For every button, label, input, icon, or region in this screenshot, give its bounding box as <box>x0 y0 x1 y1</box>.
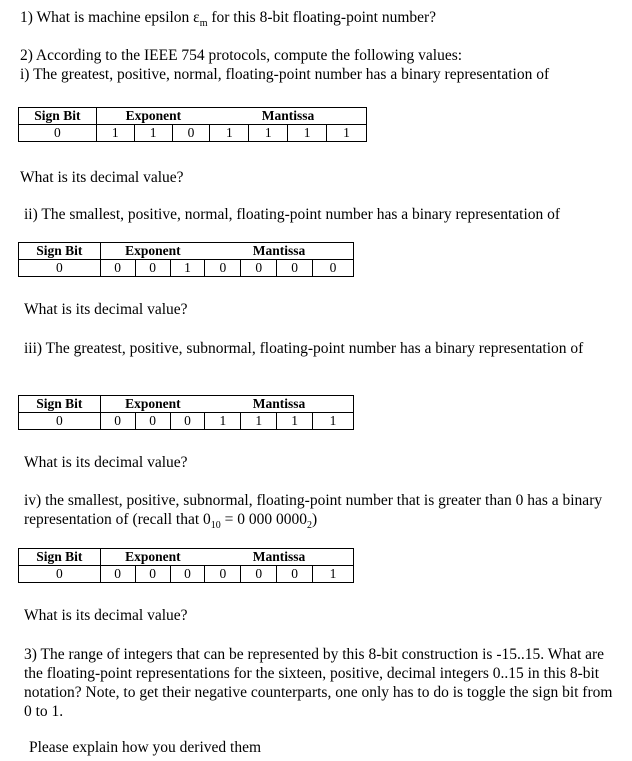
question-1: 1) What is machine epsilon $\varepsilon_m$ for this 8-bit floating-point number? <box>20 9 437 30</box>
exponent-bit-cell: 0 <box>100 566 135 583</box>
exponent-bit-cell: 0 <box>135 413 170 430</box>
exponent-header: Exponent <box>100 396 205 413</box>
mantissa-bit-cell: 1 <box>327 125 367 142</box>
exponent-bit-cell: 0 <box>135 566 170 583</box>
exponent-bit-cell: 0 <box>170 413 205 430</box>
mantissa-bit-cell: 0 <box>205 566 241 583</box>
question-3: 3) The range of integers that can be represented by this 8-bit construction is -15..15. What are the floating-point representations for the sixteen, positive, decimal integers 0..15 in this 8-bit notation? Note, to get their negative counterparts, one only has to do is toggle the sign bit from 0 to 1. <box>24 646 613 720</box>
mantissa-header: Mantissa <box>205 549 354 566</box>
sign-bit-header: Sign Bit <box>19 549 101 566</box>
mantissa-bit-cell: 0 <box>241 260 277 277</box>
binary-table-3 <box>18 395 354 430</box>
mantissa-bit-cell: 0 <box>205 260 241 277</box>
mantissa-header: Mantissa <box>205 243 354 260</box>
mantissa-bit-cell: 1 <box>249 125 288 142</box>
sign-bit-cell: 0 <box>19 566 101 583</box>
sign-bit-cell: 0 <box>19 413 101 430</box>
mantissa-bit-cell: 1 <box>241 413 277 430</box>
exponent-header: Exponent <box>100 549 205 566</box>
sign-bit-header: Sign Bit <box>19 108 97 125</box>
question-2-i: i) The greatest, positive, normal, floating-point number has a binary representation of <box>20 66 550 83</box>
mantissa-bit-cell: 0 <box>241 566 277 583</box>
exponent-bit-cell: 1 <box>134 125 172 142</box>
mantissa-header: Mantissa <box>210 108 367 125</box>
binary-table-1 <box>18 107 367 142</box>
sign-bit-cell: 0 <box>19 125 97 142</box>
sign-bit-header: Sign Bit <box>19 243 101 260</box>
explain-instruction: Please explain how you derived them <box>29 739 262 756</box>
mantissa-bit-cell: 0 <box>277 566 313 583</box>
mantissa-bit-cell: 0 <box>277 260 313 277</box>
decimal-question-1: What is its decimal value? <box>20 169 184 186</box>
exponent-bit-cell: 1 <box>96 125 134 142</box>
decimal-question-4: What is its decimal value? <box>24 607 188 624</box>
sign-bit-cell: 0 <box>19 260 101 277</box>
exponent-header: Exponent <box>96 108 210 125</box>
mantissa-bit-cell: 1 <box>205 413 241 430</box>
question-2-ii: ii) The smallest, positive, normal, floating-point number has a binary representation of <box>24 206 561 223</box>
exponent-header: Exponent <box>100 243 205 260</box>
exponent-bit-cell: 0 <box>100 413 135 430</box>
mantissa-bit-cell: 1 <box>288 125 327 142</box>
decimal-question-3: What is its decimal value? <box>24 454 188 471</box>
sign-bit-header: Sign Bit <box>19 396 101 413</box>
exponent-bit-cell: 0 <box>135 260 170 277</box>
question-2-iii: iii) The greatest, positive, subnormal, floating-point number has a binary representation of <box>24 340 584 357</box>
binary-table-2 <box>18 242 354 277</box>
mantissa-bit-cell: 1 <box>277 413 313 430</box>
mantissa-header: Mantissa <box>205 396 354 413</box>
exponent-bit-cell: 1 <box>170 260 205 277</box>
exponent-bit-cell: 0 <box>170 566 205 583</box>
mantissa-bit-cell: 1 <box>313 413 354 430</box>
mantissa-bit-cell: 1 <box>210 125 249 142</box>
mantissa-bit-cell: 0 <box>313 260 354 277</box>
exponent-bit-cell: 0 <box>172 125 210 142</box>
question-2-intro: 2) According to the IEEE 754 protocols, compute the following values: <box>20 47 463 64</box>
binary-table-4 <box>18 548 354 583</box>
decimal-question-2: What is its decimal value? <box>24 301 188 318</box>
exponent-bit-cell: 0 <box>100 260 135 277</box>
question-2-iv: iv) the smallest, positive, subnormal, floating-point number that is greater than 0 has a binary representation of (recall that $0_{10} = 0$ 000 $0000_2$) <box>24 492 603 532</box>
mantissa-bit-cell: 1 <box>313 566 354 583</box>
